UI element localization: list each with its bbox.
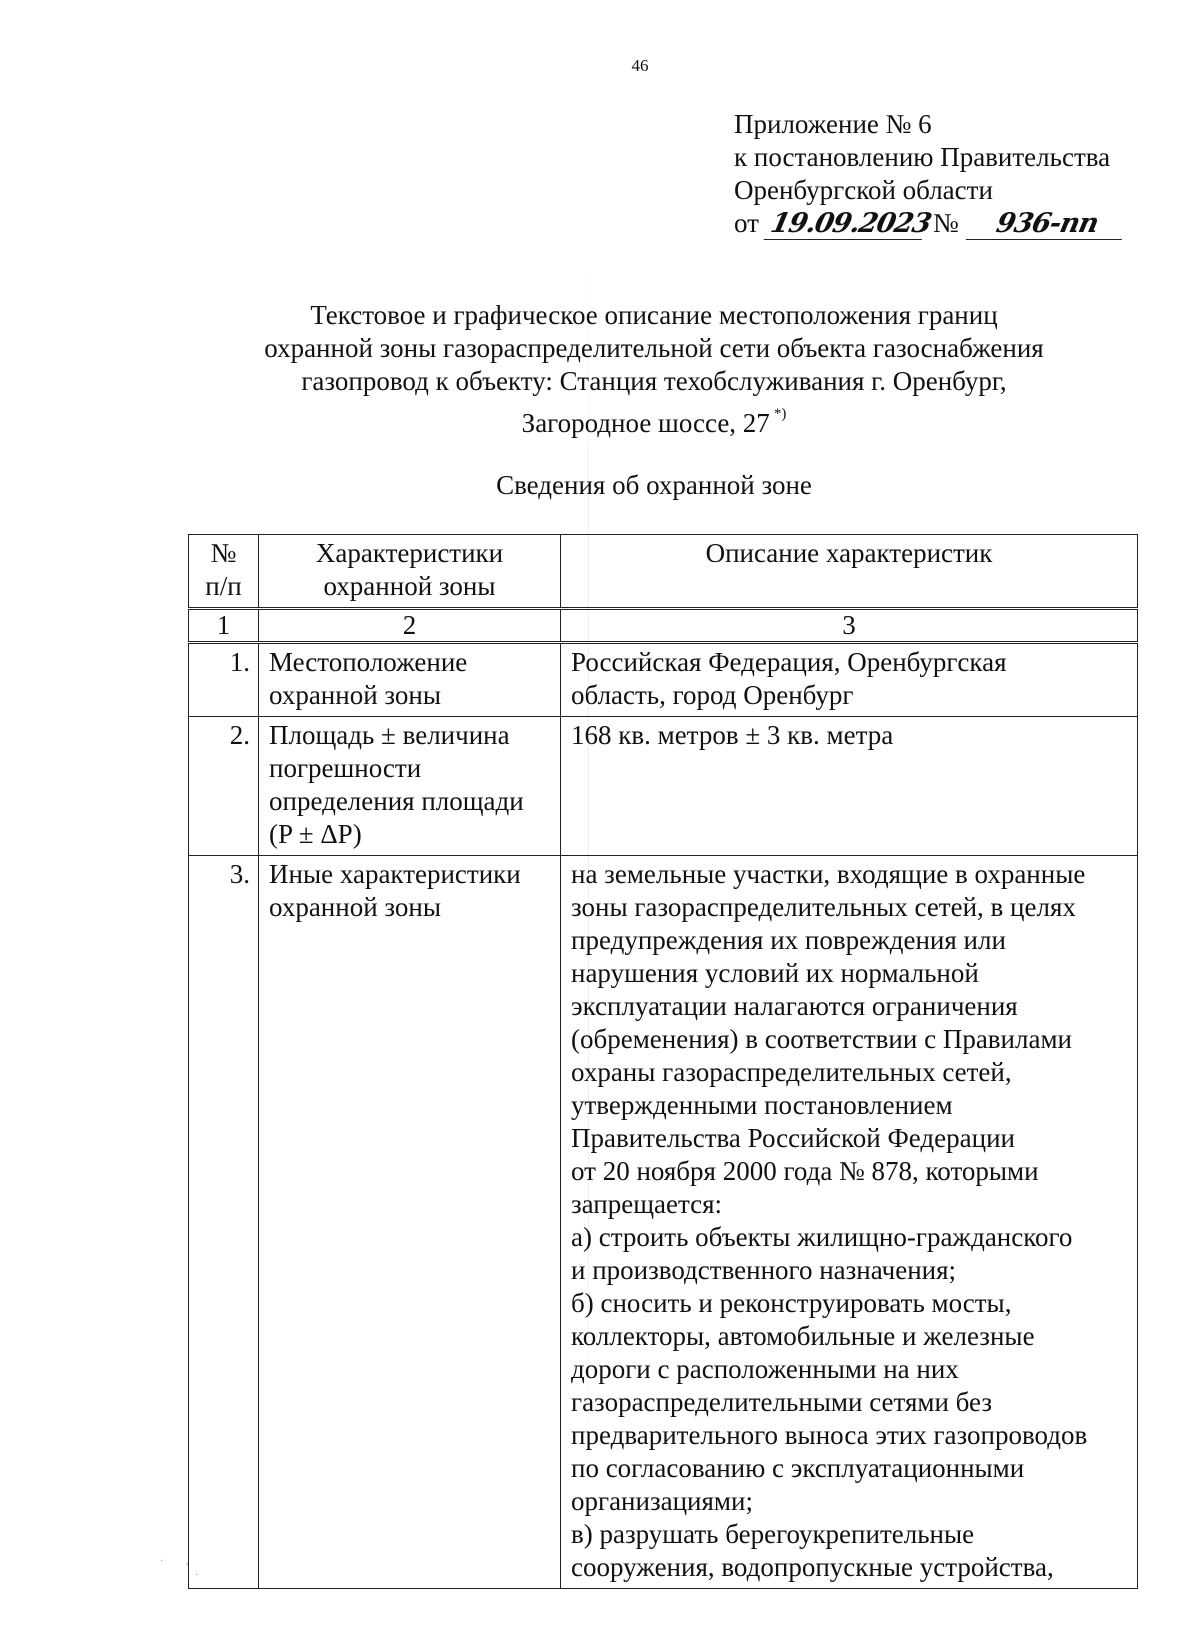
header-characteristic: Характеристики охранной зоны bbox=[259, 535, 561, 609]
table-row bbox=[189, 643, 1138, 717]
title-line-3: газопровод к объекту: Станция техобслуживания г. Оренбург, bbox=[301, 366, 1007, 396]
header-description: Описание характеристик bbox=[561, 535, 1138, 609]
document-title bbox=[222, 299, 1086, 440]
row-description: Российская Федерация, Оренбургская область, город Оренбург bbox=[561, 643, 1138, 717]
appendix-block bbox=[734, 108, 1125, 240]
row-characteristic: Площадь ± величина погрешности определения площади (P ± ΔP) bbox=[259, 717, 561, 856]
protection-zone-table bbox=[188, 534, 1138, 1589]
row-description: на земельные участки, входящие в охранные зоны газораспределительных сетей, в целях предупреждения их повреждения или нарушения условий их нормальной эксплуатации налагаются ограничения (обременения) в соответствии с Правилами охраны газораспределительных сетей, утвержденными постановлением Правительства Российской Федерации от 20 ноября 2000 года № 878, которыми запрещается: а) строить объекты жилищно-гражданского и производственного назначения; б) сносить и реконструировать мосты, коллекторы, автомобильные и железные дороги с расположенными на них газораспределительными сетями без предварительного выноса этих газопроводов по согласованию с эксплуатационными организациями; в) разрушать берегоукрепительные сооружения, водопропускные устройства, bbox=[561, 856, 1138, 1589]
title-line-1: Текстовое и графическое описание местоположения границ bbox=[310, 300, 998, 330]
index-cell-2: 2 bbox=[259, 609, 561, 643]
handwritten-number: 936-пп bbox=[965, 209, 1128, 240]
from-label: от bbox=[734, 208, 759, 238]
handwritten-date: 19.09.2023 bbox=[764, 209, 929, 240]
table-row bbox=[189, 717, 1138, 856]
title-line-2: охранной зоны газораспределительной сети объекта газоснабжения bbox=[264, 333, 1044, 363]
scan-specks: · , · bbox=[160, 1556, 199, 1581]
header-number: № п/п bbox=[189, 535, 259, 609]
row-description: 168 кв. метров ± 3 кв. метра bbox=[561, 717, 1138, 856]
appendix-date-number-row bbox=[734, 207, 1125, 240]
table-header-row bbox=[189, 535, 1138, 609]
row-characteristic: Иные характеристики охранной зоны bbox=[259, 856, 561, 1589]
title-line-4-text: Загородное шоссе, 27 bbox=[521, 408, 770, 438]
appendix-line-1: Приложение № 6 bbox=[734, 109, 932, 139]
table-row bbox=[189, 856, 1138, 1589]
row-number: 1. bbox=[189, 643, 259, 717]
page-number: 46 bbox=[631, 56, 649, 75]
index-cell-1: 1 bbox=[189, 609, 259, 643]
appendix-line-2: к постановлению Правительства bbox=[734, 142, 1111, 172]
section-subtitle: Сведения об охранной зоне bbox=[496, 470, 812, 500]
title-line-4 bbox=[222, 398, 1086, 440]
index-cell-3: 3 bbox=[561, 609, 1138, 643]
number-label: № bbox=[932, 208, 959, 238]
row-number: 2. bbox=[189, 717, 259, 856]
row-number: 3. bbox=[189, 856, 259, 1589]
appendix-line-3: Оренбургской области bbox=[734, 175, 993, 205]
footnote-mark: *) bbox=[773, 406, 787, 422]
row-characteristic: Местоположение охранной зоны bbox=[259, 643, 561, 717]
table-index-row bbox=[189, 609, 1138, 643]
